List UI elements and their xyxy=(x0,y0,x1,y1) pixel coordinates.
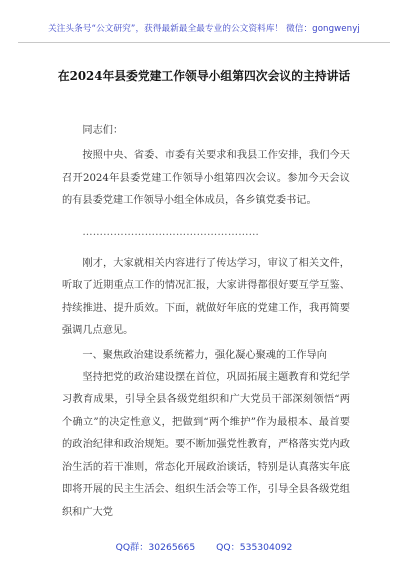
paragraph-opening: 按照中央、省委、市委有关要求和我县工作安排，我们今天召开2024年县委党建工作领导小组第四次会议。参加今天会议的有县委党建工作领导小组全体成员，各乡镇党委书记。 xyxy=(62,150,350,207)
footer-contact xyxy=(0,539,408,553)
footer-qq: QQ：535304092 xyxy=(216,542,293,553)
section-heading-1: 一、聚焦政治建设系统蓄力，强化凝心聚魂的工作导向 xyxy=(82,349,327,361)
header-divider xyxy=(18,42,390,43)
document-title: 在2024年县委党建工作领导小组第四次会议的主持讲话 xyxy=(57,69,351,83)
document-body xyxy=(62,120,350,524)
footer-qq-group: QQ群：30265665 xyxy=(115,542,196,553)
header-banner: 关注头条号“公文研究”，获得最新最全最专业的公文资料库！ 微信：gongwenyj xyxy=(48,24,360,34)
paragraph-summary: 刚才，大家就相关内容进行了传达学习，审议了相关文件，听取了近期重点工作的情况汇报，大家讲得都很好要互学互鉴、持续推进、提升质效。下面，就做好年底的党建工作，我再简要强调几点意见。 xyxy=(62,258,350,337)
paragraph-section-1: 坚持把党的政治建设摆在首位，巩固拓展主题教育和党纪学习教育成果，引导全县各级党组织和广大党员干部深刻领悟“两个确立”的决定性意义，把做到“两个维护”作为最根本、最首要的政治纪律和政治规矩。要不断加强党性教育，严格落实党内政治生活的若干准则，常态化开展政治谈话，特别是认真落实年底即将开展的民主生活会、组织生活会等工作，引导全县各级党组织和广大党 xyxy=(62,372,350,518)
salutation: 同志们： xyxy=(82,125,124,136)
ellipsis-separator: …………………………………………… xyxy=(82,226,259,238)
